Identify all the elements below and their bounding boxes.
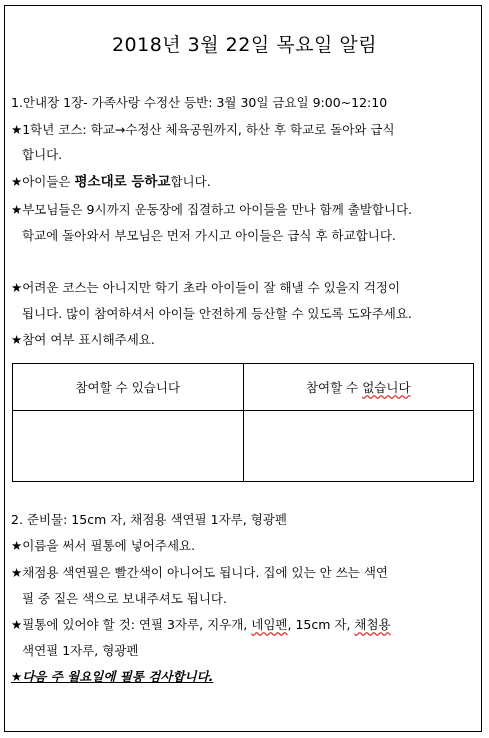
parents-line-2: 학교에 돌아와서 부모님은 먼저 가시고 아이들은 급식 후 하교합니다. [22,228,396,243]
attendance-mark-row [13,411,474,482]
pencilcase-pre: ★필통에 있어야 할 것: 연필 3자루, 지우개, [11,617,252,632]
attend-yes-mark-cell[interactable] [13,411,244,482]
course-line-2: 합니다. [22,147,63,162]
rsvp-instruction: ★참여 여부 표시해주세요. [11,332,155,347]
attendance-table [12,363,474,482]
attendance-header-row [13,364,474,411]
commute-line [11,175,211,189]
attend-no-mark-cell[interactable] [243,411,474,482]
name-instruction: ★이름을 써서 필통에 넣어주세요. [11,538,196,553]
pencilcase-line-2: 색연필 1자루, 형광펜 [22,643,139,658]
attend-no-word: 없습니다 [362,380,411,395]
concern-line-1: ★어려운 코스는 아니지만 학기 초라 아이들이 잘 해낼 수 있을지 걱정이 [11,280,401,295]
parents-line-1: ★부모님들은 9시까지 운동장에 집결하고 아이들을 만나 함께 출발합니다. [11,202,413,217]
attend-no-pre: 참여할 수 [305,380,363,395]
attend-yes-header: 참여할 수 있습니다 [13,364,244,411]
attend-no-header [243,364,474,411]
grading-word: 채첨용 [354,617,391,632]
pencil-line-1: ★채점용 색연필은 빨간색이 아니어도 됩니다. 집에 있는 안 쓰는 색연 [11,565,388,580]
commute-post: 합니다. [170,174,211,189]
course-line-1: ★1학년 코스: 학교→수정산 체육공원까지, 하산 후 학교로 돌아와 급식 [11,122,395,137]
pencilcase-mid: , 15cm 자, [287,617,355,632]
page-title: 2018년 3월 22일 목요일 알림 [111,34,378,56]
commute-pre: ★아이들은 [11,174,75,189]
concern-line-2: 됩니다. 많이 참여하셔서 아이들 안전하게 등산할 수 있도록 도와주세요. [22,306,412,321]
pencilcase-line-1 [11,618,391,632]
pencil-line-2: 필 중 짙은 색으로 보내주셔도 됩니다. [22,591,227,606]
final-notice: ★다음 주 월요일에 필통 검사합니다. [11,669,214,684]
section2-heading: 2. 준비물: 15cm 자, 채점용 색연필 1자루, 형광펜 [11,512,287,527]
namepen-word: 네임펜 [251,617,288,632]
commute-emphasis: 평소대로 등하교 [74,174,171,190]
section1-heading: 1.안내장 1장- 가족사랑 수정산 등반: 3월 30일 금요일 9:00~12:10 [11,95,388,110]
